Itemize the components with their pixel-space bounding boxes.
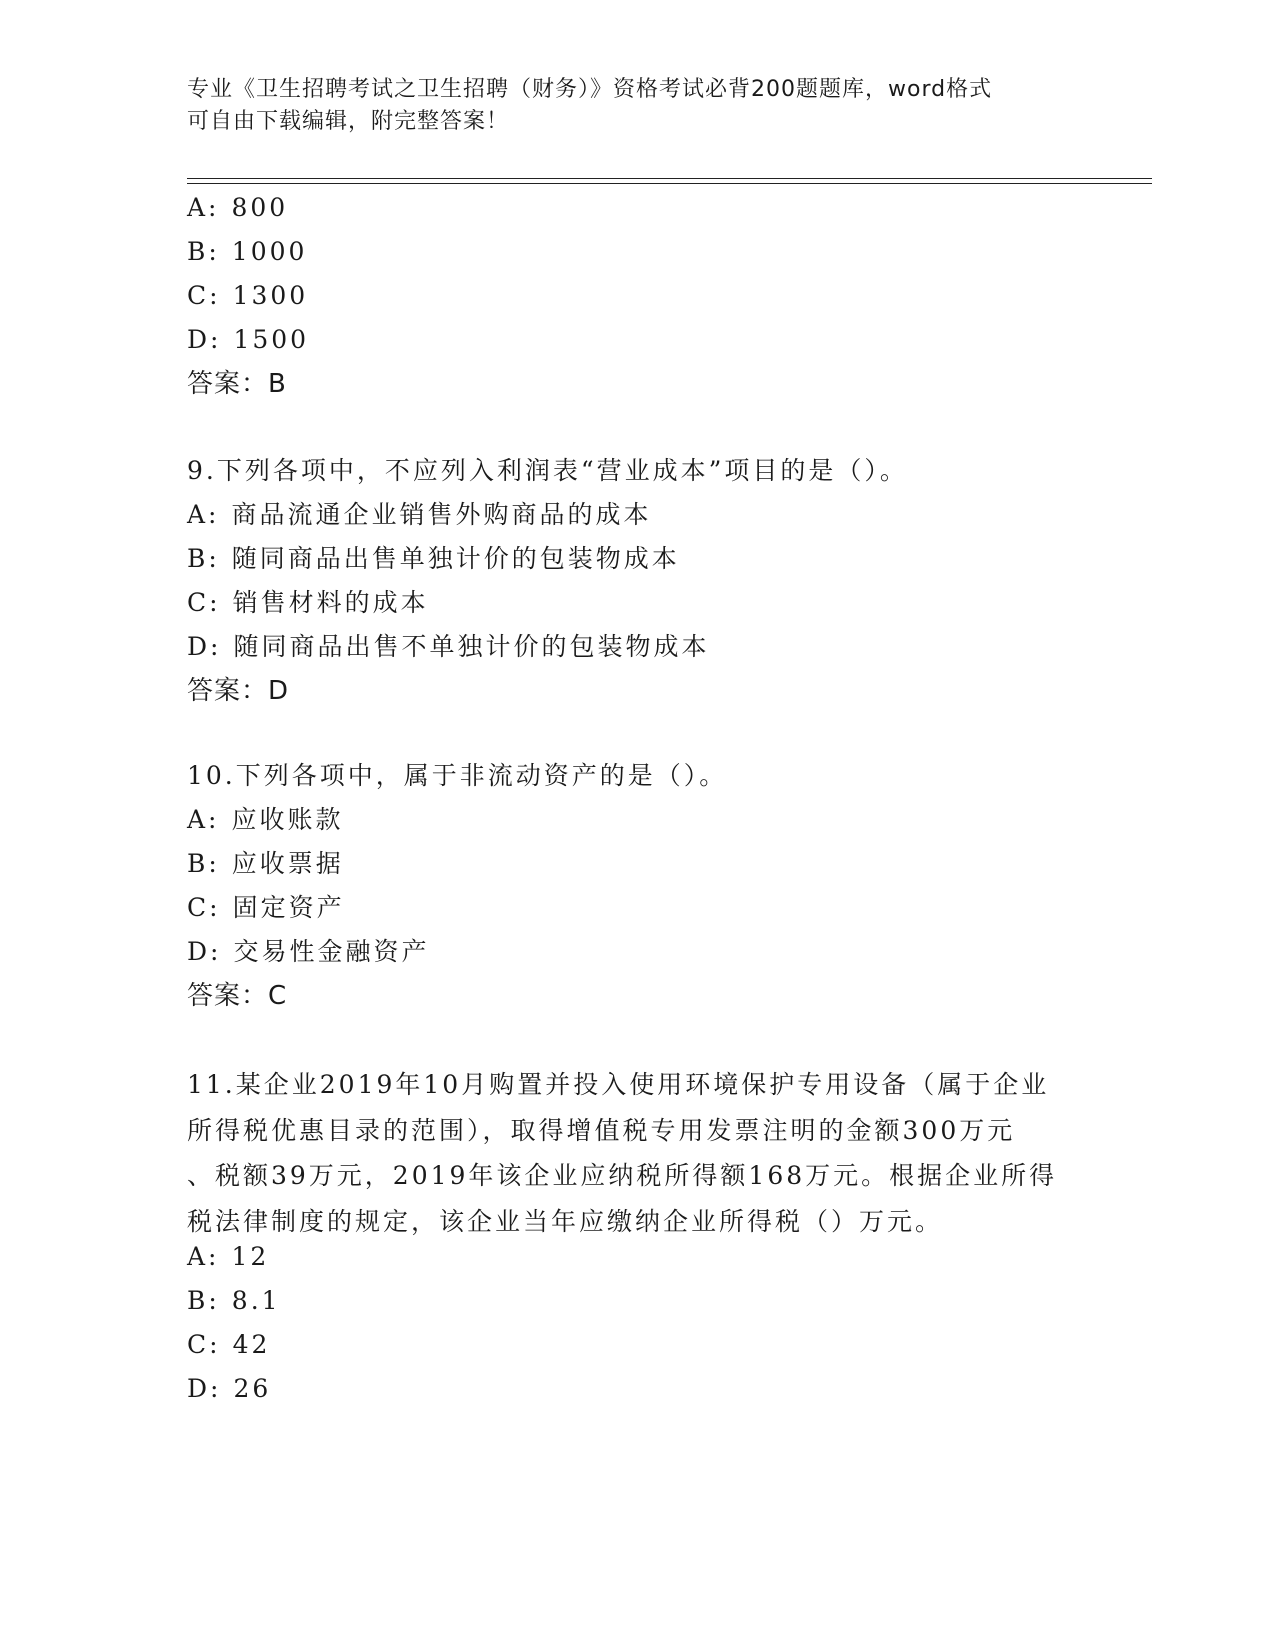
q10-stem: 10.下列各项中，属于非流动资产的是（）。 (187, 761, 728, 790)
q11-stem-line: 所得税优惠目录的范围），取得增值税专用发票注明的金额300万元 (187, 1115, 1016, 1145)
option-text: 1300 (232, 281, 309, 310)
q10-option-b (187, 847, 344, 881)
option-text: 应收票据 (231, 849, 344, 878)
option-label: C: (187, 588, 221, 617)
q8-answer: 答案：B (187, 369, 287, 399)
option-label: B: (187, 237, 220, 266)
option-label: A: (187, 1242, 220, 1271)
q10-option-c (187, 891, 345, 925)
option-label: D: (187, 325, 222, 354)
q8-option-c (187, 279, 308, 313)
header-title-line-2: 可自由下载编辑，附完整答案！ (187, 109, 510, 134)
option-text: 26 (233, 1374, 272, 1403)
q10-answer: 答案：C (187, 981, 288, 1011)
option-text: 1500 (233, 325, 310, 354)
option-text: 8.1 (231, 1286, 281, 1315)
q11-option-b (187, 1284, 281, 1318)
q8-option-d (187, 323, 309, 357)
q9-option-c (187, 586, 429, 620)
option-text: 1000 (231, 237, 308, 266)
q8-option-a (187, 191, 288, 225)
header-rule-bottom (187, 183, 1152, 184)
option-label: C: (187, 281, 221, 310)
option-text: 800 (231, 193, 289, 222)
option-text: 42 (232, 1330, 271, 1359)
option-label: B: (187, 544, 220, 573)
q9-stem: 9.下列各项中，不应列入利润表“营业成本”项目的是（）。 (187, 456, 908, 485)
option-label: A: (187, 805, 220, 834)
q11-stem (187, 1062, 1087, 1244)
option-text: 商品流通企业销售外购商品的成本 (231, 500, 652, 529)
option-label: A: (187, 193, 220, 222)
q11-option-d (187, 1372, 271, 1406)
q8-option-b (187, 235, 307, 269)
q10-option-d (187, 935, 429, 969)
option-text: 固定资产 (232, 893, 345, 922)
option-label: B: (187, 849, 220, 878)
option-label: A: (187, 500, 220, 529)
option-label: D: (187, 632, 222, 661)
header-title-line-1: 专业《卫生招聘考试之卫生招聘（财务）》资格考试必背200题题库，word格式 (187, 77, 993, 102)
q9-answer: 答案：D (187, 676, 290, 706)
q11-stem-line: 、税额39万元，2019年该企业应纳税所得额168万元。根据企业所得 (187, 1161, 1058, 1190)
option-label: D: (187, 1374, 222, 1403)
option-text: 应收账款 (231, 805, 344, 834)
header-rule-top (187, 178, 1152, 179)
q9-option-d (187, 630, 709, 664)
option-text: 12 (231, 1242, 270, 1271)
option-text: 销售材料的成本 (232, 588, 429, 617)
document-header (187, 74, 1087, 138)
q11-option-a (187, 1240, 269, 1274)
option-label: C: (187, 1330, 221, 1359)
q9-option-a (187, 498, 652, 532)
option-text: 交易性金融资产 (233, 937, 430, 966)
q11-option-c (187, 1328, 270, 1362)
q9-option-b (187, 542, 680, 576)
q11-stem-line: 税法律制度的规定，该企业当年应缴纳企业所得税（）万元。 (187, 1206, 944, 1236)
q11-stem-line: 11.某企业2019年10月购置并投入使用环境保护专用设备（属于企业 (187, 1070, 1050, 1099)
q10-option-a (187, 803, 344, 837)
option-text: 随同商品出售单独计价的包装物成本 (231, 544, 680, 573)
option-label: C: (187, 893, 221, 922)
option-label: D: (187, 937, 222, 966)
option-label: B: (187, 1286, 220, 1315)
option-text: 随同商品出售不单独计价的包装物成本 (233, 632, 710, 661)
